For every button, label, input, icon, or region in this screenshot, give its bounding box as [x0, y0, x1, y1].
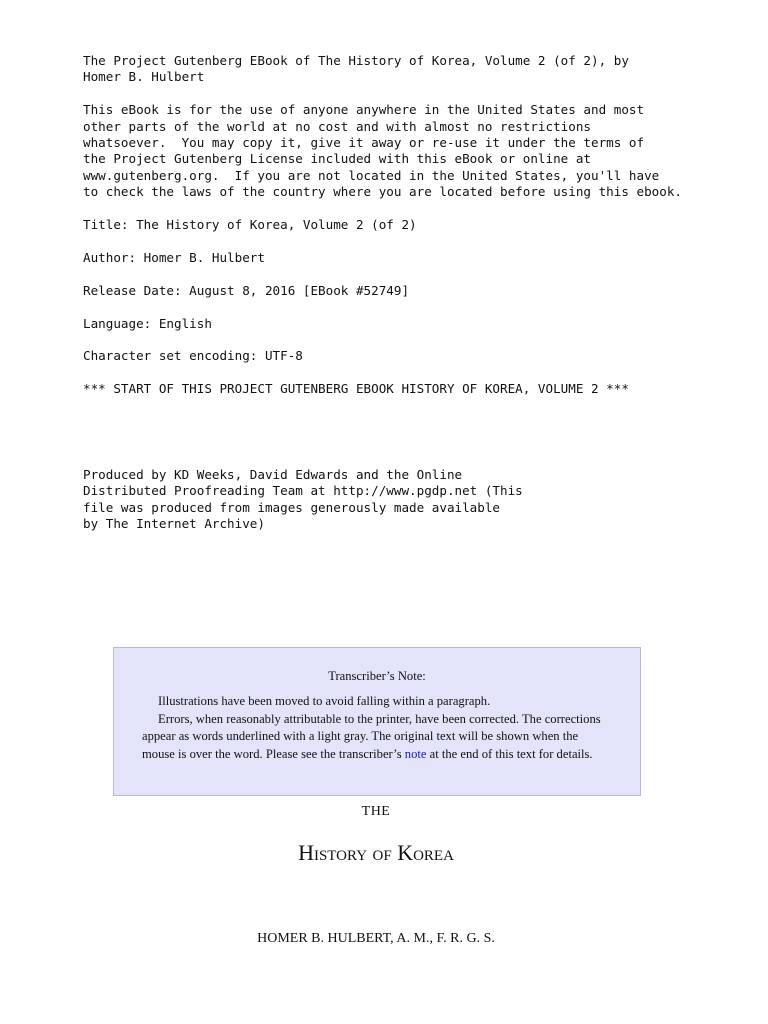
- text-line: Distributed Proofreading Team at http://www.pgdp.net (This: [83, 483, 523, 499]
- gutenberg-header-text: [83, 53, 743, 398]
- text-line: Produced by KD Weeks, David Edwards and the Online: [83, 467, 463, 482]
- text-line: file was produced from images generously made available: [83, 499, 501, 515]
- transcriber-note-paragraph-errors: [142, 711, 612, 764]
- text-line: Language: English: [83, 315, 212, 331]
- text-line: the Project Gutenberg License included with this eBook or online at: [83, 151, 591, 167]
- text-line: Character set encoding: UTF-8: [83, 348, 303, 364]
- transcriber-note-title: Transcriber’s Note:: [328, 669, 426, 683]
- text-line: Release Date: August 8, 2016 [EBook #52749]: [83, 282, 410, 298]
- text-line: whatsoever. You may copy it, give it away or re-use it under the terms of: [83, 135, 645, 151]
- text-line: Title: The History of Korea, Volume 2 (of 2): [83, 217, 417, 233]
- production-credits-text: [83, 467, 743, 533]
- transcriber-note-errors-tail: at the end of this text for details.: [426, 746, 593, 761]
- text-line: *** START OF THIS PROJECT GUTENBERG EBOOK HISTORY OF KOREA, VOLUME 2 ***: [83, 381, 629, 397]
- book-author: HOMER B. HULBERT, A. M., F. R. G. S.: [257, 931, 495, 946]
- transcriber-note-body: [142, 693, 612, 763]
- note-link[interactable]: note: [404, 746, 427, 761]
- text-line: This eBook is for the use of anyone anywhere in the United States and most: [83, 102, 645, 118]
- text-line: other parts of the world at no cost and with almost no restrictions: [83, 118, 591, 134]
- book-title: History of Korea: [298, 840, 454, 865]
- text-line: by The Internet Archive): [83, 516, 265, 532]
- text-line: www.gutenberg.org. If you are not located in the United States, you'll have: [83, 167, 660, 183]
- transcriber-note-box: [113, 647, 641, 796]
- text-line: Author: Homer B. Hulbert: [83, 249, 265, 265]
- text-line: The Project Gutenberg EBook of The History of Korea, Volume 2 (of 2), by: [83, 53, 629, 68]
- text-line: to check the laws of the country where you are located before using this ebook.: [83, 184, 682, 200]
- text-line: Homer B. Hulbert: [83, 69, 205, 85]
- title-page-article: THE: [361, 804, 391, 819]
- transcriber-note-paragraph-illustrations: Illustrations have been moved to avoid falling within a paragraph.: [158, 694, 491, 708]
- transcriber-note-errors-text: Errors, when reasonably attributable to the printer, have been corrected. The corrections appear as words underlined with a light gray. The original text will be shown when the mouse is over the word. Please see the transcriber’s: [142, 711, 601, 761]
